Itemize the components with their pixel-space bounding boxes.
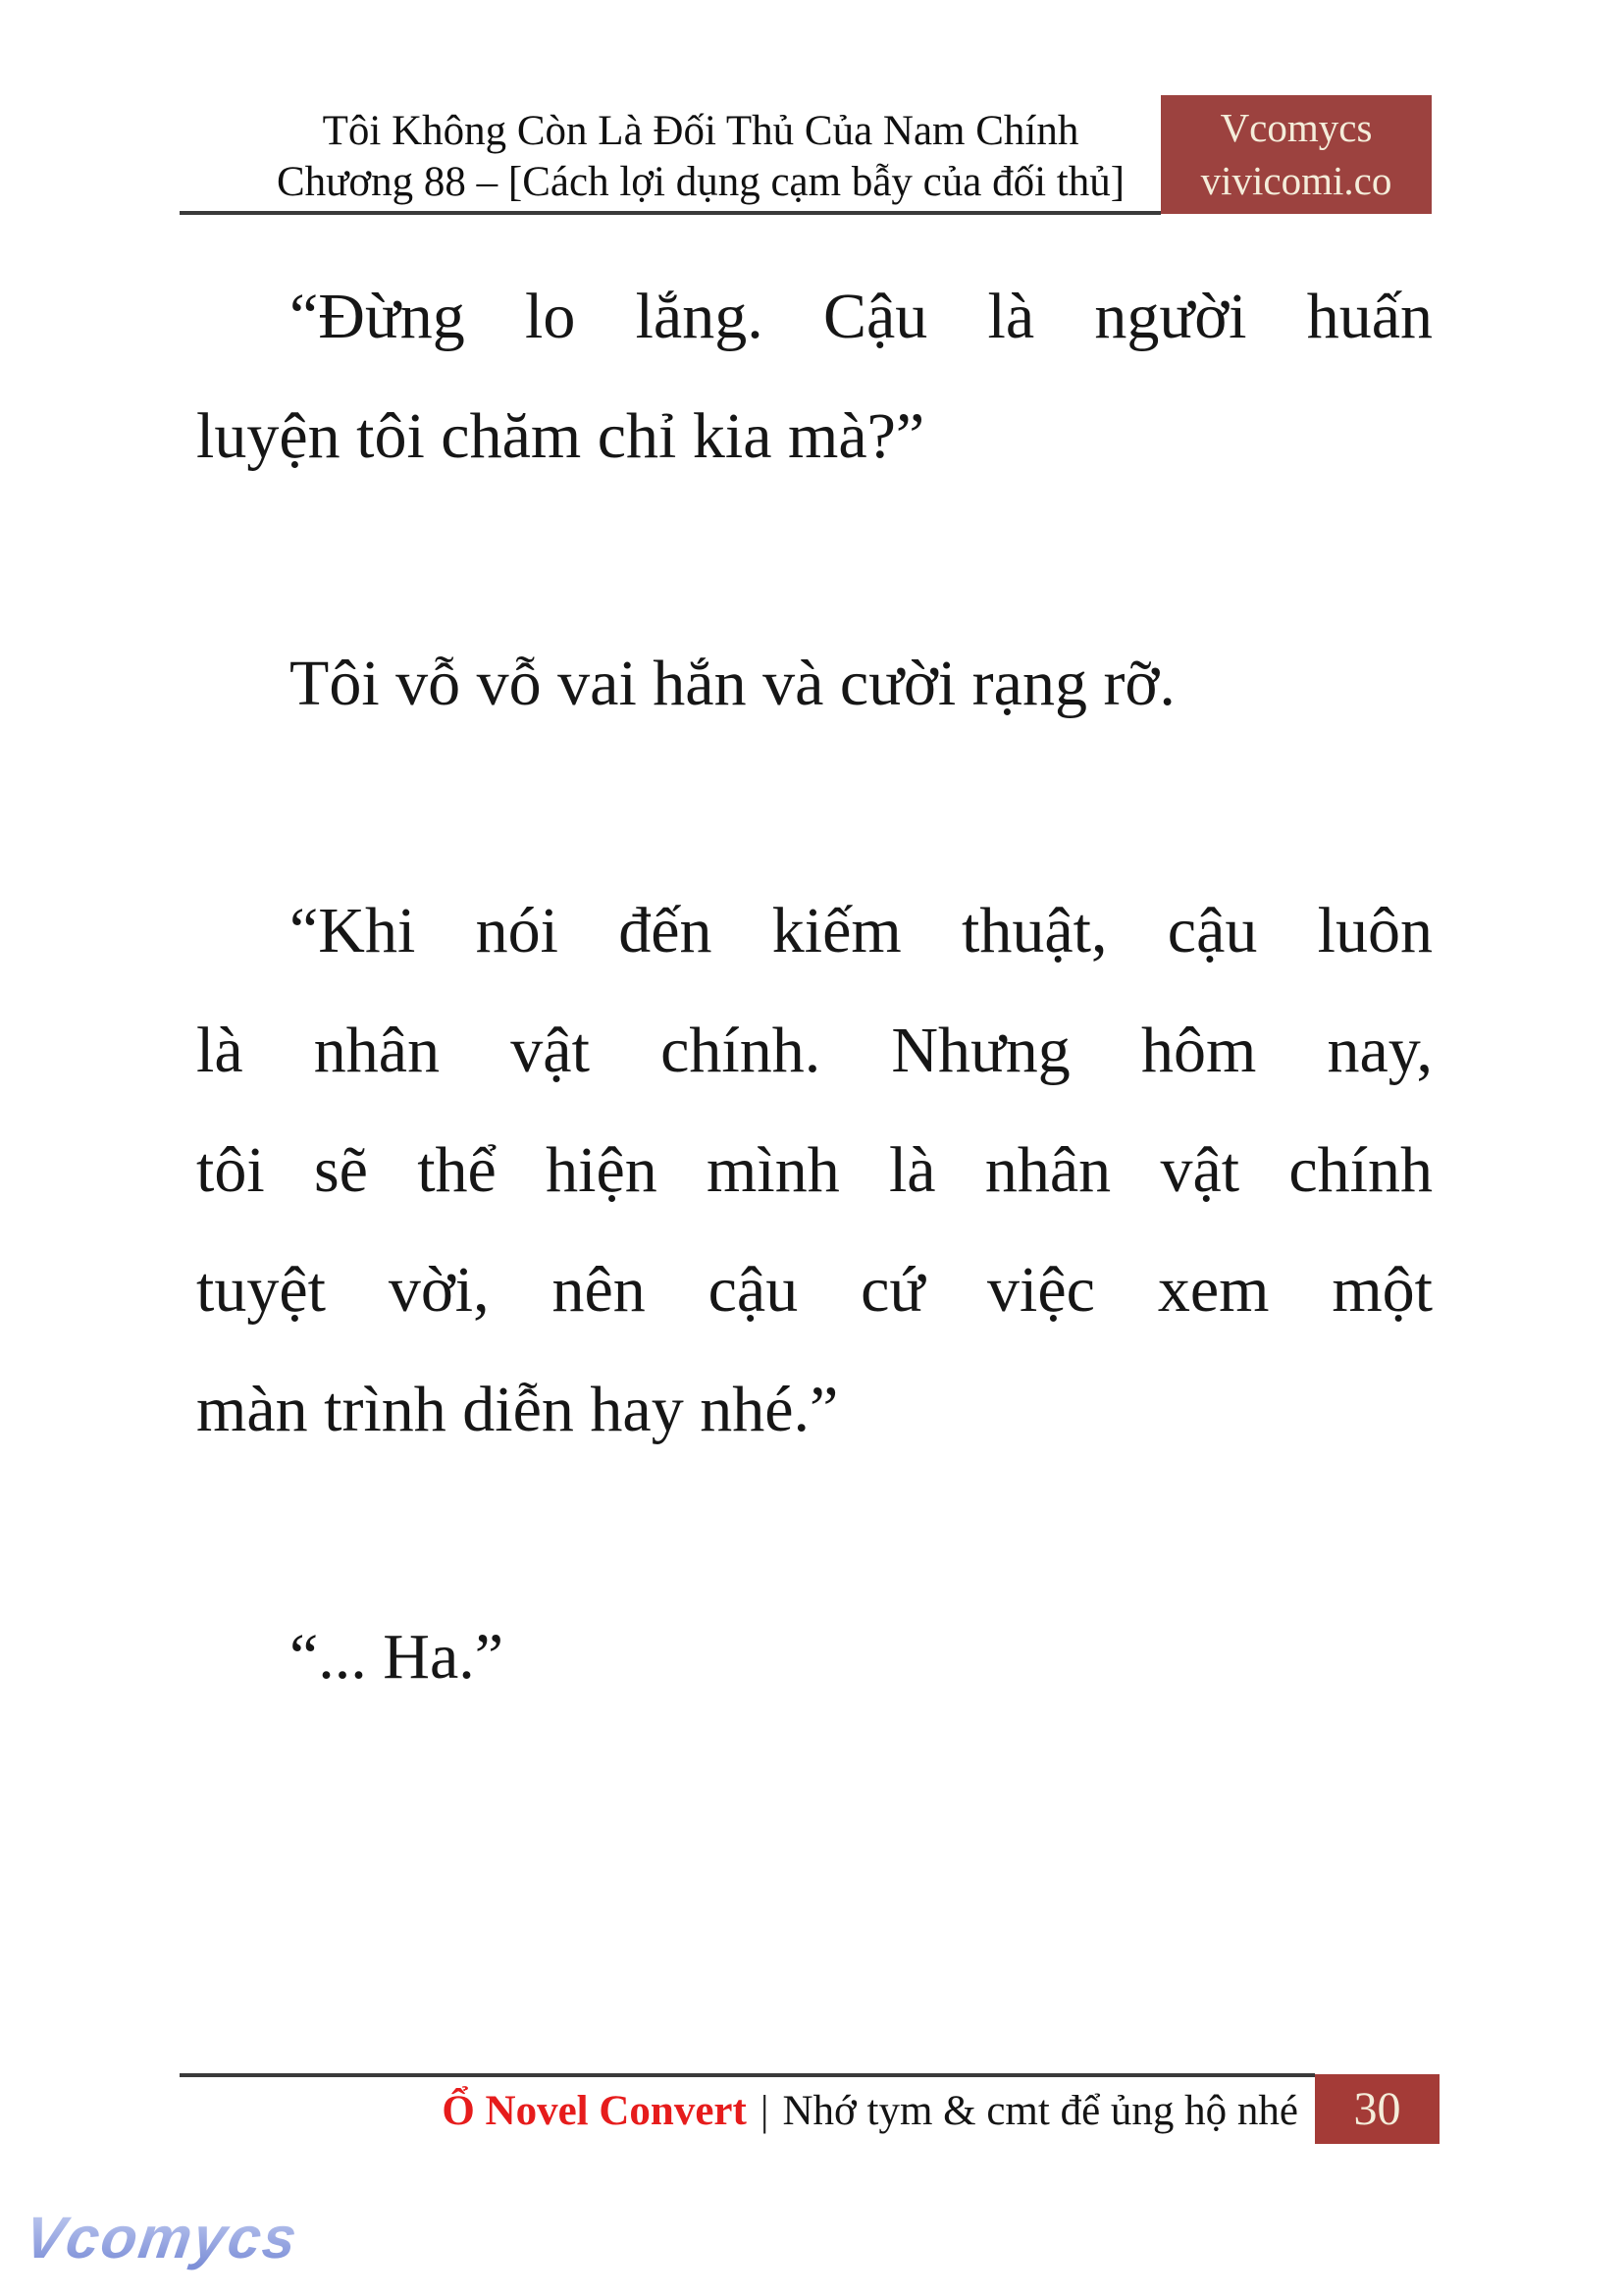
footer-separator: |	[760, 2088, 769, 2134]
body-line: tuyệt vời, nên cậu cứ việc xem một	[196, 1254, 1433, 1326]
body-line: “Khi nói đến kiếm thuật, cậu luôn	[289, 895, 1433, 966]
vcomycs-watermark-logo: Vcomycs	[21, 2205, 303, 2270]
page-number-badge	[1315, 2074, 1440, 2144]
chapter-title: Chương 88 – [Cách lợi dụng cạm bẫy của đối thủ]	[276, 159, 1126, 205]
body-line: “... Ha.”	[289, 1621, 504, 1693]
footer-divider	[180, 2073, 1315, 2077]
paragraph	[196, 624, 1433, 744]
paragraph	[196, 1597, 1433, 1717]
body-line: luyện tôi chăm chỉ kia mà?”	[196, 400, 925, 472]
page-header	[182, 106, 1161, 208]
page-number: 30	[1353, 2083, 1401, 2135]
footer-brand: Ổ Novel Convert	[442, 2088, 747, 2134]
footer-note: Nhớ tym & cmt để ủng hộ nhé	[782, 2088, 1298, 2134]
footer-credit	[180, 2084, 1298, 2139]
site-badge-url: vivicomi.co	[1200, 158, 1392, 203]
header-divider	[180, 211, 1161, 215]
page-body	[196, 257, 1433, 1845]
book-title: Tôi Không Còn Là Đối Thủ Của Nam Chính	[322, 108, 1079, 154]
body-line: màn trình diễn hay nhé.”	[196, 1374, 839, 1445]
site-badge	[1161, 95, 1432, 214]
paragraph	[196, 871, 1433, 1470]
body-line: Tôi vỗ vỗ vai hắn và cười rạng rỡ.	[289, 648, 1176, 719]
body-line: “Đừng lo lắng. Cậu là người huấn	[289, 281, 1433, 352]
paragraph	[196, 257, 1433, 496]
site-badge-name: Vcomycs	[1220, 105, 1373, 150]
body-line: tôi sẽ thể hiện mình là nhân vật chính	[196, 1134, 1433, 1206]
body-line: là nhân vật chính. Nhưng hôm nay,	[196, 1015, 1433, 1086]
